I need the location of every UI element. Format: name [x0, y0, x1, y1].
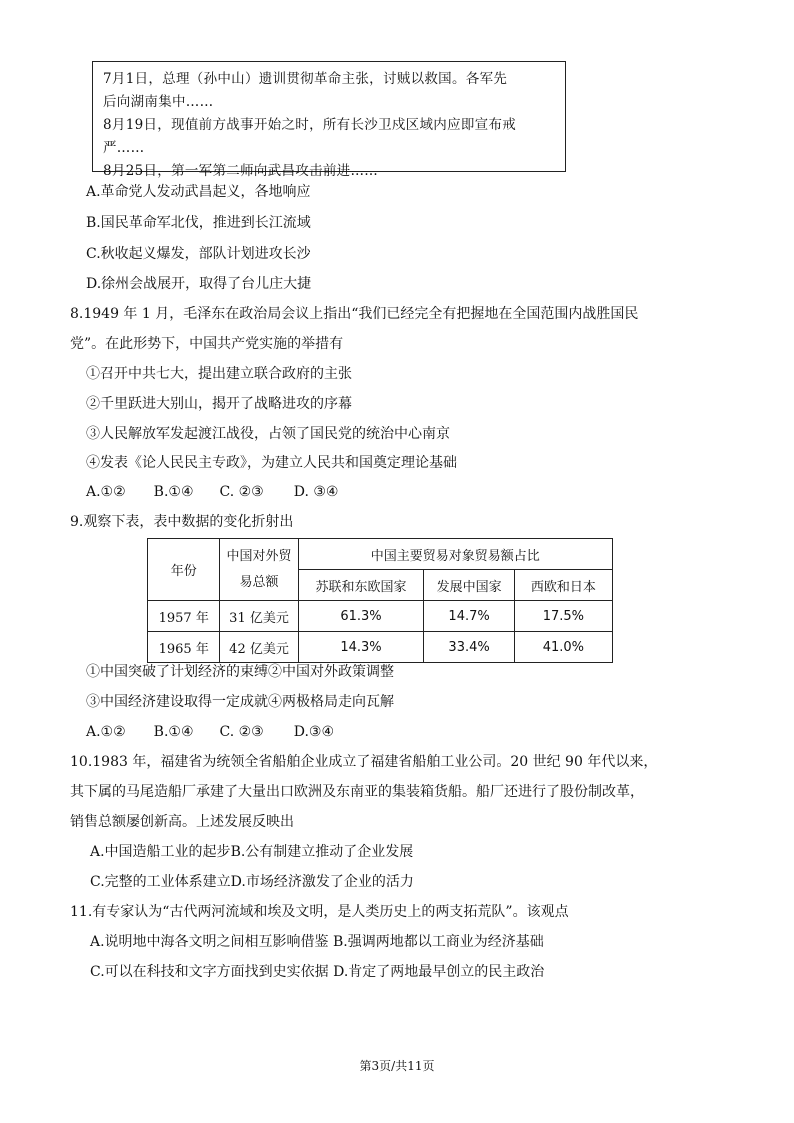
- table-subheader: 发展中国家: [424, 570, 514, 601]
- quote-line: 7月1日，总理（孙中山）遗训贯彻革命主张，讨贼以救国。各军先: [103, 71, 508, 87]
- table-cell-year: 1957 年: [148, 601, 220, 632]
- q9-item-1: ①中国突破了计划经济的束缚: [86, 664, 268, 680]
- q10-stem-cont: 其下属的马尾造船厂承建了大量出口欧洲及东南亚的集装箱货船。船厂还进行了股份制改革，: [70, 784, 644, 800]
- table-header-total-line1: 中国对外贸: [226, 548, 292, 564]
- table-header-total-line2: 易总额: [239, 574, 279, 590]
- table-row: [148, 632, 613, 663]
- table-cell-value: 17.5%: [514, 601, 612, 632]
- q11-options-row2: C.可以在科技和文字方面找到史实依据 D.肯定了两地最早创立的民主政治: [90, 964, 545, 980]
- table-subheader: 苏联和东欧国家: [298, 570, 424, 601]
- q7-option-d: D.徐州会战展开，取得了台儿庄大捷: [86, 276, 312, 292]
- table-header-group: 中国主要贸易对象贸易额占比: [298, 539, 612, 570]
- q8-options: [86, 482, 338, 502]
- table-cell-total: 42 亿美元: [220, 632, 298, 663]
- quote-line: 后向湖南集中……: [103, 94, 214, 110]
- q8-option-d: D. ③④: [293, 484, 339, 500]
- q8-item-2: ②千里跃进大别山，揭开了战略进攻的序幕: [86, 396, 352, 412]
- q10-option-d: D.市场经济激发了企业的活力: [230, 874, 414, 890]
- q9-item-3: ③中国经济建设取得一定成就: [86, 694, 268, 710]
- q9-item-2: ②中国对外政策调整: [268, 664, 394, 680]
- q8-option-b: B.①④: [153, 484, 194, 500]
- q8-stem-cont: 党”。在此形势下，中国共产党实施的举措有: [70, 336, 344, 352]
- table-cell-value: 14.3%: [298, 632, 424, 663]
- table-cell-value: 41.0%: [514, 632, 612, 663]
- q9-item-4: ④两极格局走向瓦解: [268, 694, 394, 710]
- q10-option-a: A.中国造船工业的起步: [90, 844, 231, 860]
- quote-box: [92, 61, 566, 179]
- quote-line: 严……: [103, 140, 145, 156]
- q8-item-1: ①召开中共七大，提出建立联合政府的主张: [86, 366, 352, 382]
- table-cell-value: 61.3%: [298, 601, 424, 632]
- q9-items-row1: [86, 662, 394, 682]
- table-cell-value: 14.7%: [424, 601, 514, 632]
- q9-option-b: B.①④: [153, 724, 194, 740]
- q9-option-a: A.①②: [86, 724, 126, 740]
- table-cell-total: 31 亿美元: [220, 601, 298, 632]
- q8-stem: 8.1949 年 1 月，毛泽东在政治局会议上指出“我们已经完全有把握地在全国范围内战胜国民: [70, 306, 639, 322]
- q9-stem: 9.观察下表，表中数据的变化折射出: [70, 514, 294, 530]
- table-cell-year: 1965 年: [148, 632, 220, 663]
- q10-option-b: B.公有制建立推动了企业发展: [230, 844, 414, 860]
- q9-options: [86, 722, 334, 742]
- q10-options-row2: [90, 872, 414, 892]
- q7-option-a: A.革命党人发动武昌起义，各地响应: [86, 184, 311, 200]
- q11-stem: 11.有专家认为“古代两河流域和埃及文明，是人类历史上的两支拓荒队”。该观点: [70, 904, 569, 920]
- q7-option-c: C.秋收起义爆发，部队计划进攻长沙: [86, 246, 311, 262]
- q8-option-c: C. ②③: [219, 484, 264, 500]
- q7-option-b: B.国民革命军北伐，推进到长江流域: [86, 215, 311, 231]
- table-header-total: [220, 539, 298, 601]
- quote-line: 8月19日，现值前方战事开始之时，所有长沙卫戍区域内应即宣布戒: [103, 117, 517, 133]
- table-cell-value: 33.4%: [424, 632, 514, 663]
- q9-option-c: C. ②③: [219, 724, 264, 740]
- page-number: 第3页/共11页: [359, 1059, 435, 1073]
- quote-line: 8月25日，第一军第二师向武昌攻击前进……: [103, 163, 379, 179]
- table-header-year: 年份: [148, 539, 220, 601]
- trade-table: [147, 538, 613, 663]
- q10-stem-cont: 销售总额屡创新高。上述发展反映出: [70, 814, 294, 830]
- q9-option-d: D.③④: [293, 724, 335, 740]
- q10-option-c: C.完整的工业体系建立: [90, 874, 231, 890]
- q8-option-a: A.①②: [86, 484, 126, 500]
- q10-options-row1: [90, 842, 413, 862]
- q8-item-4: ④发表《论人民民主专政》，为建立人民共和国奠定理论基础: [86, 455, 457, 471]
- q9-items-row2: [86, 692, 394, 712]
- table-subheader: 西欧和日本: [514, 570, 612, 601]
- q10-stem: 10.1983 年，福建省为统领全省船舶企业成立了福建省船舶工业公司。20 世纪 90 年代以来，: [70, 754, 658, 770]
- q8-item-3: ③人民解放军发起渡江战役，占领了国民党的统治中心南京: [86, 426, 450, 442]
- q11-options-row1: A.说明地中海各文明之间相互影响借鉴 B.强调两地都以工商业为经济基础: [90, 934, 544, 950]
- table-row: [148, 601, 613, 632]
